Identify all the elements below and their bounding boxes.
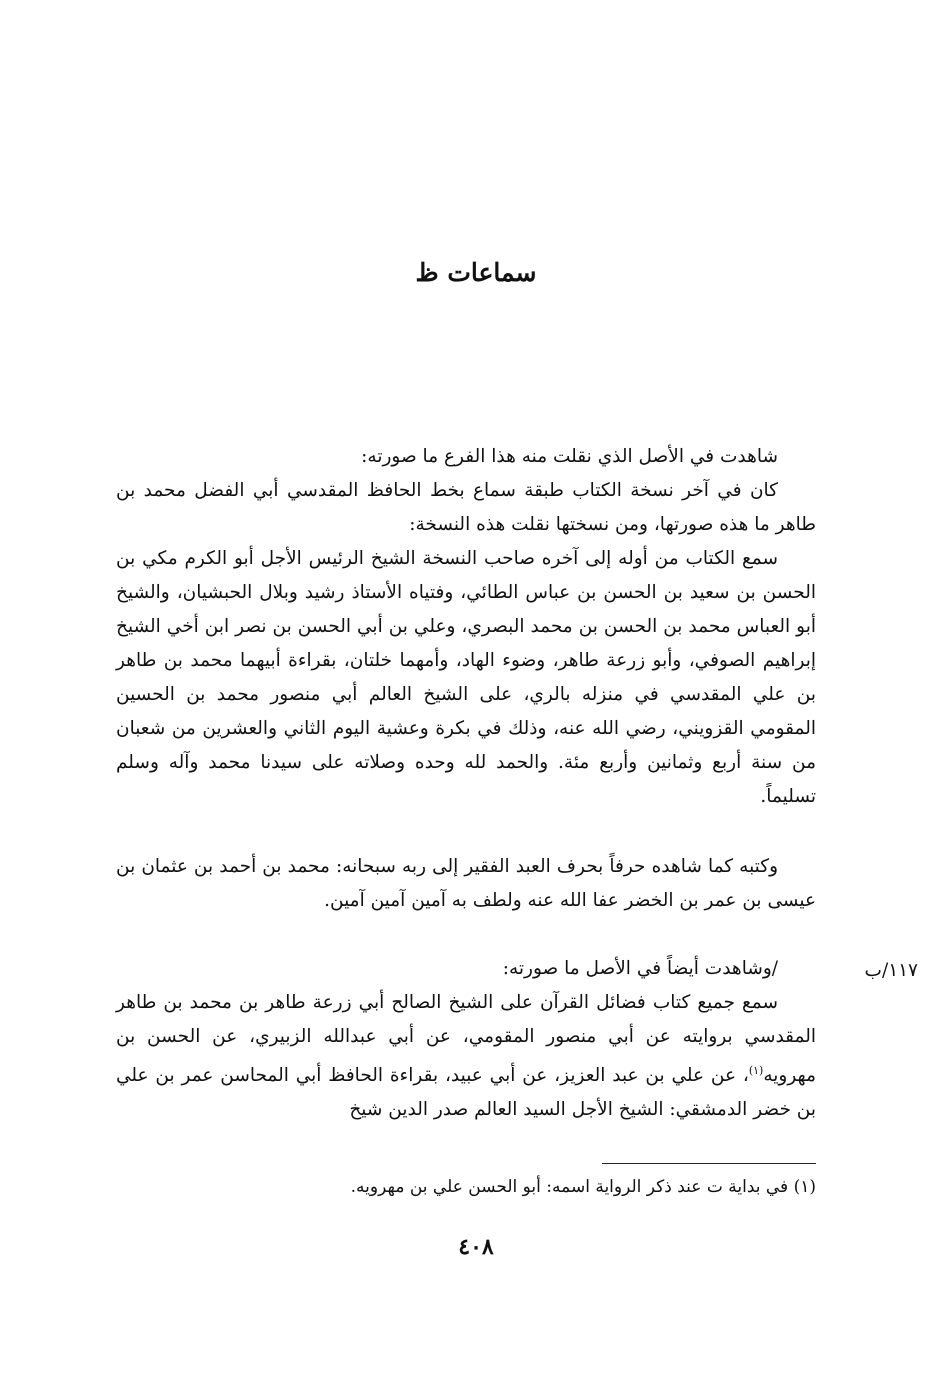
paragraph-intro: شاهدت في الأصل الذي نقلت منه هذا الفرع ما صورته: [361,446,778,467]
footnote-divider [602,1163,816,1164]
marginal-folio-reference: ١١٧/ب [864,960,918,981]
section-scribe [116,850,816,918]
paragraph-fadail-part1: سمع جميع كتاب فضائل القرآن على الشيخ الصالح أبي زرعة طاهر بن محمد بن طاهر المقدسي بروايته عن أبي منصور المقومي، عن أبي عبدالله الزبيري، عن الحسن بن مهرويه [116,992,816,1087]
paragraph-listeners: سمع الكتاب من أوله إلى آخره صاحب النسخة الشيخ الرئيس الأجل أبو الكرم مكي بن الحسن بن سعيد بن الحسن بن عباس الطائي، وفتياه الأستاذ رشيد وبلال الحبشيان، والشيخ أبو العباس محمد بن الحسن بن محمد البصري، وعلي بن أبي الحسن بن نصر ابن أخي الشيخ إبراهيم الصوفي، وأبو زرعة طاهر، وضوء الهاد، وأمهما خلتان، بقراءة أبيهما محمد بن طاهر بن علي المقدسي في منزله بالري، على الشيخ العالم أبي منصور محمد بن الحسين المقومي القزويني، رضي الله عنه، وذلك في بكرة وعشية اليوم الثاني والعشرين من شعبان من سنة أربع وثمانين وأربع مئة. والحمد لله وحده وصلاته على سيدنا محمد وآله وسلم تسليماً. [116,548,816,807]
footnote-marker: (١) [748,1064,764,1077]
page-number: ٤٠٨ [458,1234,494,1260]
footnote-text: (١) في بداية ت عند ذكر الرواية اسمه: أبو الحسن علي بن مهرويه. [350,1177,816,1197]
paragraph-copy-note: كان في آخر نسخة الكتاب طبقة سماع بخط الحافظ المقدسي أبي الفضل محمد بن طاهر ما هذه صورتها، ومن نسختها نقلت هذه النسخة: [116,480,816,535]
section-first-samaa [116,440,816,814]
paragraph-second-intro: /وشاهدت أيضاً في الأصل ما صورته: [502,958,778,979]
section-second-samaa [116,952,816,1127]
page-title: سماعات ظ [415,258,537,287]
paragraph-fadail-part2: ، عن علي بن عبد العزيز، عن أبي عبيد، بقراءة الحافظ أبي المحاسن عمر بن علي بن خضر الدمشقي: الشيخ الأجل السيد العالم صدر الدين شيخ [116,1065,816,1121]
paragraph-scribe: وكتبه كما شاهده حرفاً بحرف العبد الفقير إلى ربه سبحانه: محمد بن أحمد بن عثمان بن عيسى بن عمر بن الخضر عفا الله عنه ولطف به آمين آمين آمين. [116,856,816,911]
paragraph-fadail [116,986,816,1127]
